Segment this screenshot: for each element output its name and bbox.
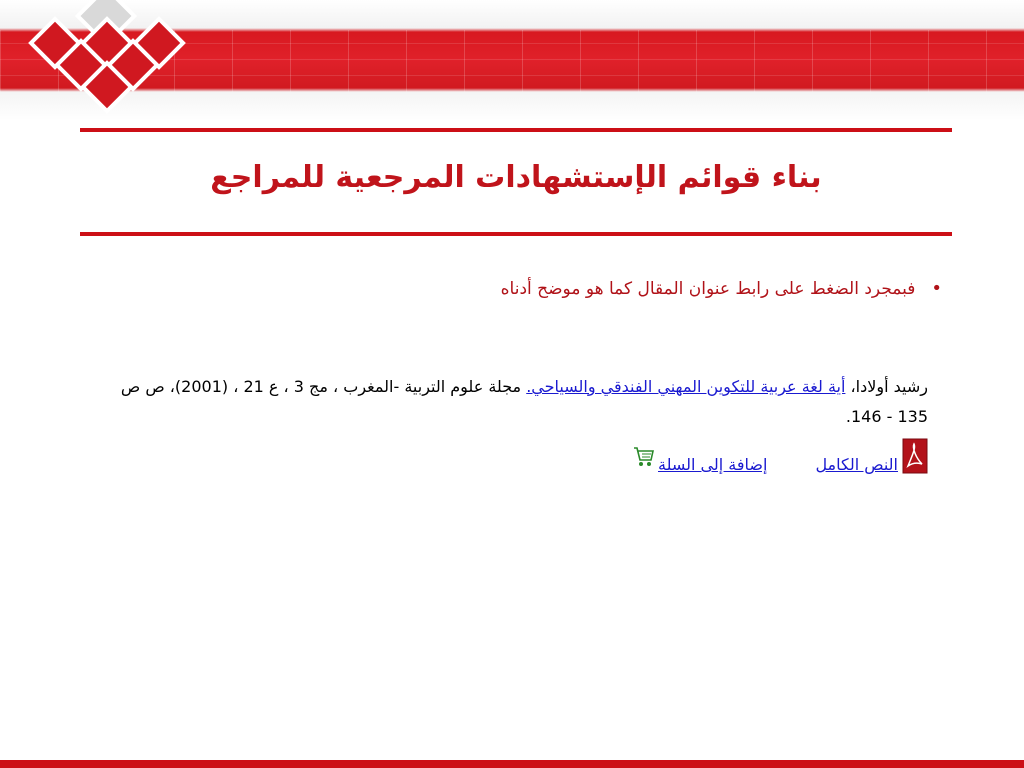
full-text-label: النص الكامل bbox=[815, 455, 898, 474]
full-text-link[interactable] bbox=[815, 438, 928, 474]
bullet-icon: • bbox=[931, 278, 942, 299]
slide-title: بناء قوائم الإستشهادات المرجعية للمراجع bbox=[210, 160, 822, 195]
footer-bar bbox=[0, 760, 1024, 768]
citation-author: رشيد أولادا، bbox=[850, 377, 928, 396]
bullet-text: فبمجرد الضغط على رابط عنوان المقال كما هو موضح أدناه bbox=[500, 278, 916, 299]
citation-entry bbox=[108, 372, 928, 432]
citation-details: مجلة علوم التربية -المغرب ، مج 3 ، ع 21 ، (2001)، ص ص 135 - 146. bbox=[120, 377, 928, 426]
add-to-cart-link[interactable] bbox=[632, 440, 767, 474]
title-rule-bottom bbox=[80, 232, 952, 236]
title-rule-top bbox=[80, 128, 952, 132]
diamond-logo bbox=[18, 0, 188, 116]
pdf-icon bbox=[902, 438, 928, 474]
citation-actions bbox=[632, 438, 928, 474]
bullet-item bbox=[242, 278, 942, 299]
add-to-cart-label: إضافة إلى السلة bbox=[658, 455, 768, 474]
article-title-link[interactable]: أية لغة عربية للتكوين المهني الفندقي والسياحي. bbox=[526, 377, 846, 396]
cart-icon bbox=[632, 440, 654, 470]
header-banner bbox=[0, 0, 1024, 120]
